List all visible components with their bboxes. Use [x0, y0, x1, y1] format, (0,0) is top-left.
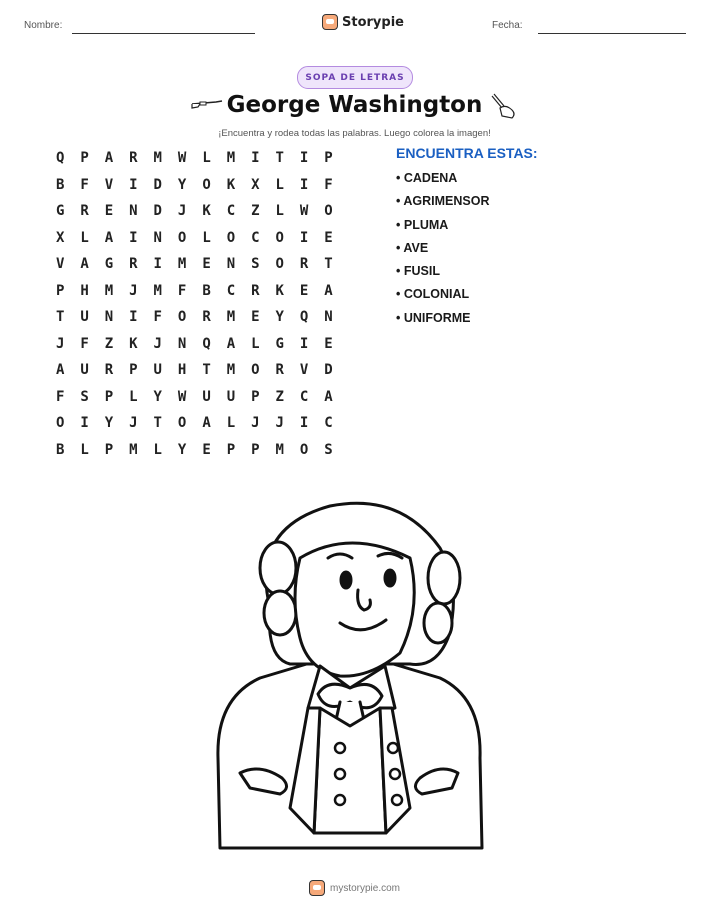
grid-letter[interactable]: T — [153, 415, 162, 432]
grid-letter[interactable]: R — [275, 362, 284, 379]
grid-letter[interactable]: Q — [202, 335, 211, 352]
grid-letter[interactable]: T — [202, 362, 211, 379]
grid-letter[interactable]: D — [324, 362, 333, 379]
grid-letter[interactable]: F — [153, 309, 162, 326]
grid-letter[interactable]: G — [104, 256, 114, 273]
worksheet-header — [0, 12, 709, 42]
grid-letter[interactable]: C — [226, 282, 236, 299]
grid-letter[interactable]: V — [104, 176, 114, 193]
grid-letter[interactable]: L — [129, 388, 138, 405]
grid-letter[interactable]: R — [129, 150, 138, 167]
grid-letter[interactable]: U — [153, 362, 162, 379]
grid-letter[interactable]: M — [104, 282, 114, 299]
grid-letter[interactable]: P — [129, 362, 138, 379]
grid-letter[interactable]: P — [104, 388, 114, 405]
grid-letter[interactable]: I — [299, 415, 309, 432]
grid-letter[interactable]: H — [80, 282, 89, 299]
grid-letter[interactable]: Z — [104, 335, 114, 352]
grid-letter[interactable]: P — [251, 388, 260, 405]
grid-letter[interactable]: E — [202, 441, 211, 458]
grid-letter[interactable]: U — [202, 388, 211, 405]
brand-logo — [322, 14, 404, 30]
grid-letter[interactable]: P — [324, 150, 333, 167]
word-list-item: • UNIFORME — [396, 311, 538, 334]
grid-letter[interactable]: E — [324, 229, 333, 246]
grid-letter[interactable]: O — [324, 203, 333, 220]
footer — [0, 880, 709, 896]
grid-letter[interactable]: M — [153, 150, 162, 167]
word-list-title: ENCUENTRA ESTAS: — [396, 145, 538, 161]
grid-letter[interactable]: A — [324, 388, 333, 405]
grid-letter[interactable]: W — [177, 150, 187, 167]
grid-letter[interactable]: A — [324, 282, 333, 299]
word-list-item: • AVE — [396, 241, 538, 264]
grid-letter[interactable]: Y — [177, 176, 187, 193]
grid-letter[interactable]: A — [226, 335, 236, 352]
word-search-grid — [48, 145, 341, 463]
grid-letter[interactable]: O — [226, 229, 236, 246]
footer-url: mystorypie.com — [329, 882, 400, 894]
activity-badge: SOPA DE LETRAS — [297, 66, 413, 89]
word-list-item: • AGRIMENSOR — [396, 194, 538, 217]
grid-letter[interactable]: M — [153, 282, 162, 299]
grid-letter[interactable]: C — [251, 229, 260, 246]
grid-letter[interactable]: H — [177, 362, 187, 379]
grid-letter[interactable]: I — [251, 150, 260, 167]
grid-letter[interactable]: M — [226, 362, 236, 379]
word-list-item: • COLONIAL — [396, 287, 538, 310]
grid-letter[interactable]: L — [80, 229, 89, 246]
grid-letter[interactable]: J — [177, 203, 187, 220]
grid-letter[interactable]: P — [226, 441, 236, 458]
grid-row — [48, 410, 341, 437]
footer-logo-icon — [309, 880, 325, 896]
grid-letter[interactable]: O — [299, 441, 309, 458]
grid-row — [48, 357, 341, 384]
grid-letter[interactable]: I — [299, 176, 309, 193]
grid-letter[interactable]: J — [275, 415, 284, 432]
grid-letter[interactable]: J — [153, 335, 162, 352]
grid-letter[interactable]: Z — [251, 203, 260, 220]
grid-letter[interactable]: N — [129, 203, 138, 220]
grid-letter[interactable]: O — [177, 309, 187, 326]
date-line — [538, 33, 686, 34]
grid-letter[interactable]: F — [324, 176, 333, 193]
grid-letter[interactable]: J — [129, 415, 138, 432]
grid-letter[interactable]: A — [104, 229, 114, 246]
grid-letter[interactable]: I — [299, 229, 309, 246]
grid-letter[interactable]: Y — [153, 388, 162, 405]
grid-letter[interactable]: L — [275, 203, 284, 220]
grid-letter[interactable]: O — [177, 415, 187, 432]
grid-letter[interactable]: O — [275, 256, 284, 273]
grid-letter[interactable]: E — [104, 203, 114, 220]
grid-letter[interactable]: K — [129, 335, 138, 352]
grid-letter[interactable]: I — [153, 256, 162, 273]
grid-letter[interactable]: L — [153, 441, 162, 458]
grid-letter[interactable]: C — [324, 415, 333, 432]
grid-letter[interactable]: A — [104, 150, 114, 167]
grid-letter[interactable]: L — [251, 335, 260, 352]
grid-letter[interactable]: I — [299, 335, 309, 352]
brand-name: Storypie — [342, 14, 404, 30]
grid-letter[interactable]: B — [55, 176, 65, 193]
grid-letter[interactable]: R — [251, 282, 260, 299]
word-list-item: • FUSIL — [396, 264, 538, 287]
grid-letter[interactable]: M — [226, 150, 236, 167]
grid-letter[interactable]: R — [80, 203, 89, 220]
grid-letter[interactable]: F — [55, 388, 65, 405]
storypie-logo-icon — [322, 14, 338, 30]
grid-letter[interactable]: Q — [55, 150, 65, 167]
grid-letter[interactable]: I — [129, 309, 138, 326]
grid-letter[interactable]: B — [55, 441, 65, 458]
grid-letter[interactable]: I — [299, 150, 309, 167]
grid-letter[interactable]: K — [226, 176, 236, 193]
grid-row — [48, 437, 341, 464]
grid-letter[interactable]: T — [324, 256, 333, 273]
instructions: ¡Encuentra y rodea todas las palabras. Luego colorea la imagen! — [218, 128, 491, 139]
grid-letter[interactable]: N — [177, 335, 187, 352]
name-label: Nombre: — [24, 20, 63, 31]
grid-letter[interactable]: U — [80, 309, 89, 326]
grid-letter[interactable]: L — [80, 441, 89, 458]
word-list — [396, 145, 538, 334]
grid-letter[interactable]: S — [80, 388, 89, 405]
grid-letter[interactable]: N — [153, 229, 162, 246]
grid-letter[interactable]: W — [177, 388, 187, 405]
grid-letter[interactable]: O — [202, 176, 211, 193]
grid-letter[interactable]: M — [129, 441, 138, 458]
grid-row — [48, 225, 341, 252]
grid-letter[interactable]: P — [80, 150, 89, 167]
grid-row — [48, 172, 341, 199]
grid-letter[interactable]: R — [104, 362, 114, 379]
grid-row — [48, 198, 341, 225]
grid-letter[interactable]: E — [251, 309, 260, 326]
grid-letter[interactable]: A — [202, 415, 211, 432]
grid-row — [48, 278, 341, 305]
grid-letter[interactable]: E — [202, 256, 211, 273]
grid-letter[interactable]: Y — [104, 415, 114, 432]
grid-letter[interactable]: Q — [299, 309, 309, 326]
page-title: George Washington — [226, 92, 483, 118]
grid-letter[interactable]: S — [324, 441, 333, 458]
grid-letter[interactable]: X — [251, 176, 260, 193]
grid-letter[interactable]: M — [226, 309, 236, 326]
grid-letter[interactable]: B — [202, 282, 211, 299]
word-list-item: • PLUMA — [396, 218, 538, 241]
name-line — [72, 33, 255, 34]
grid-letter[interactable]: N — [324, 309, 333, 326]
grid-letter[interactable]: Y — [275, 309, 284, 326]
grid-letter[interactable]: Y — [177, 441, 187, 458]
grid-letter[interactable]: O — [55, 415, 65, 432]
grid-letter[interactable]: R — [129, 256, 138, 273]
grid-row — [48, 251, 341, 278]
grid-letter[interactable]: P — [251, 441, 260, 458]
grid-letter[interactable]: U — [80, 362, 89, 379]
grid-letter[interactable]: Z — [275, 388, 284, 405]
grid-letter[interactable]: N — [226, 256, 236, 273]
grid-row — [48, 384, 341, 411]
grid-letter[interactable]: L — [275, 176, 284, 193]
grid-letter[interactable]: N — [104, 309, 114, 326]
grid-letter[interactable]: V — [299, 362, 309, 379]
grid-letter[interactable]: P — [55, 282, 65, 299]
grid-letter[interactable]: M — [275, 441, 284, 458]
grid-row — [48, 331, 341, 358]
grid-letter[interactable]: R — [299, 256, 309, 273]
grid-letter[interactable]: L — [226, 415, 236, 432]
grid-letter[interactable]: C — [226, 203, 236, 220]
grid-letter[interactable]: O — [251, 362, 260, 379]
grid-letter[interactable]: G — [55, 203, 65, 220]
grid-letter[interactable]: J — [129, 282, 138, 299]
grid-letter[interactable]: R — [202, 309, 211, 326]
george-washington-illustration — [200, 488, 500, 858]
grid-letter[interactable]: E — [299, 282, 309, 299]
grid-letter[interactable]: F — [80, 176, 89, 193]
grid-letter[interactable]: I — [129, 229, 138, 246]
grid-letter[interactable]: F — [177, 282, 187, 299]
grid-letter[interactable]: S — [251, 256, 260, 273]
grid-letter[interactable]: M — [177, 256, 187, 273]
grid-letter[interactable]: A — [55, 362, 65, 379]
grid-letter[interactable]: V — [55, 256, 65, 273]
grid-row — [48, 145, 341, 172]
quill-hand-icon — [488, 92, 520, 120]
word-list-item: • CADENA — [396, 171, 538, 194]
grid-letter[interactable]: E — [324, 335, 333, 352]
grid-letter[interactable]: J — [55, 335, 65, 352]
grid-letter[interactable]: O — [177, 229, 187, 246]
grid-letter[interactable]: O — [275, 229, 284, 246]
grid-letter[interactable]: L — [202, 150, 211, 167]
grid-letter[interactable]: I — [80, 415, 89, 432]
grid-letter[interactable]: A — [80, 256, 89, 273]
grid-letter[interactable]: F — [80, 335, 89, 352]
grid-letter[interactable]: D — [153, 203, 162, 220]
grid-letter[interactable]: K — [275, 282, 284, 299]
date-label: Fecha: — [492, 20, 523, 31]
grid-letter[interactable]: K — [202, 203, 211, 220]
grid-letter[interactable]: J — [251, 415, 260, 432]
grid-letter[interactable]: U — [226, 388, 236, 405]
grid-letter[interactable]: G — [275, 335, 284, 352]
grid-letter[interactable]: D — [153, 176, 162, 193]
grid-letter[interactable]: W — [299, 203, 309, 220]
grid-letter[interactable]: X — [55, 229, 65, 246]
grid-letter[interactable]: P — [104, 441, 114, 458]
grid-letter[interactable]: C — [299, 388, 309, 405]
grid-letter[interactable]: L — [202, 229, 211, 246]
grid-letter[interactable]: T — [55, 309, 65, 326]
grid-letter[interactable]: T — [275, 150, 284, 167]
grid-letter[interactable]: I — [129, 176, 138, 193]
grid-row — [48, 304, 341, 331]
